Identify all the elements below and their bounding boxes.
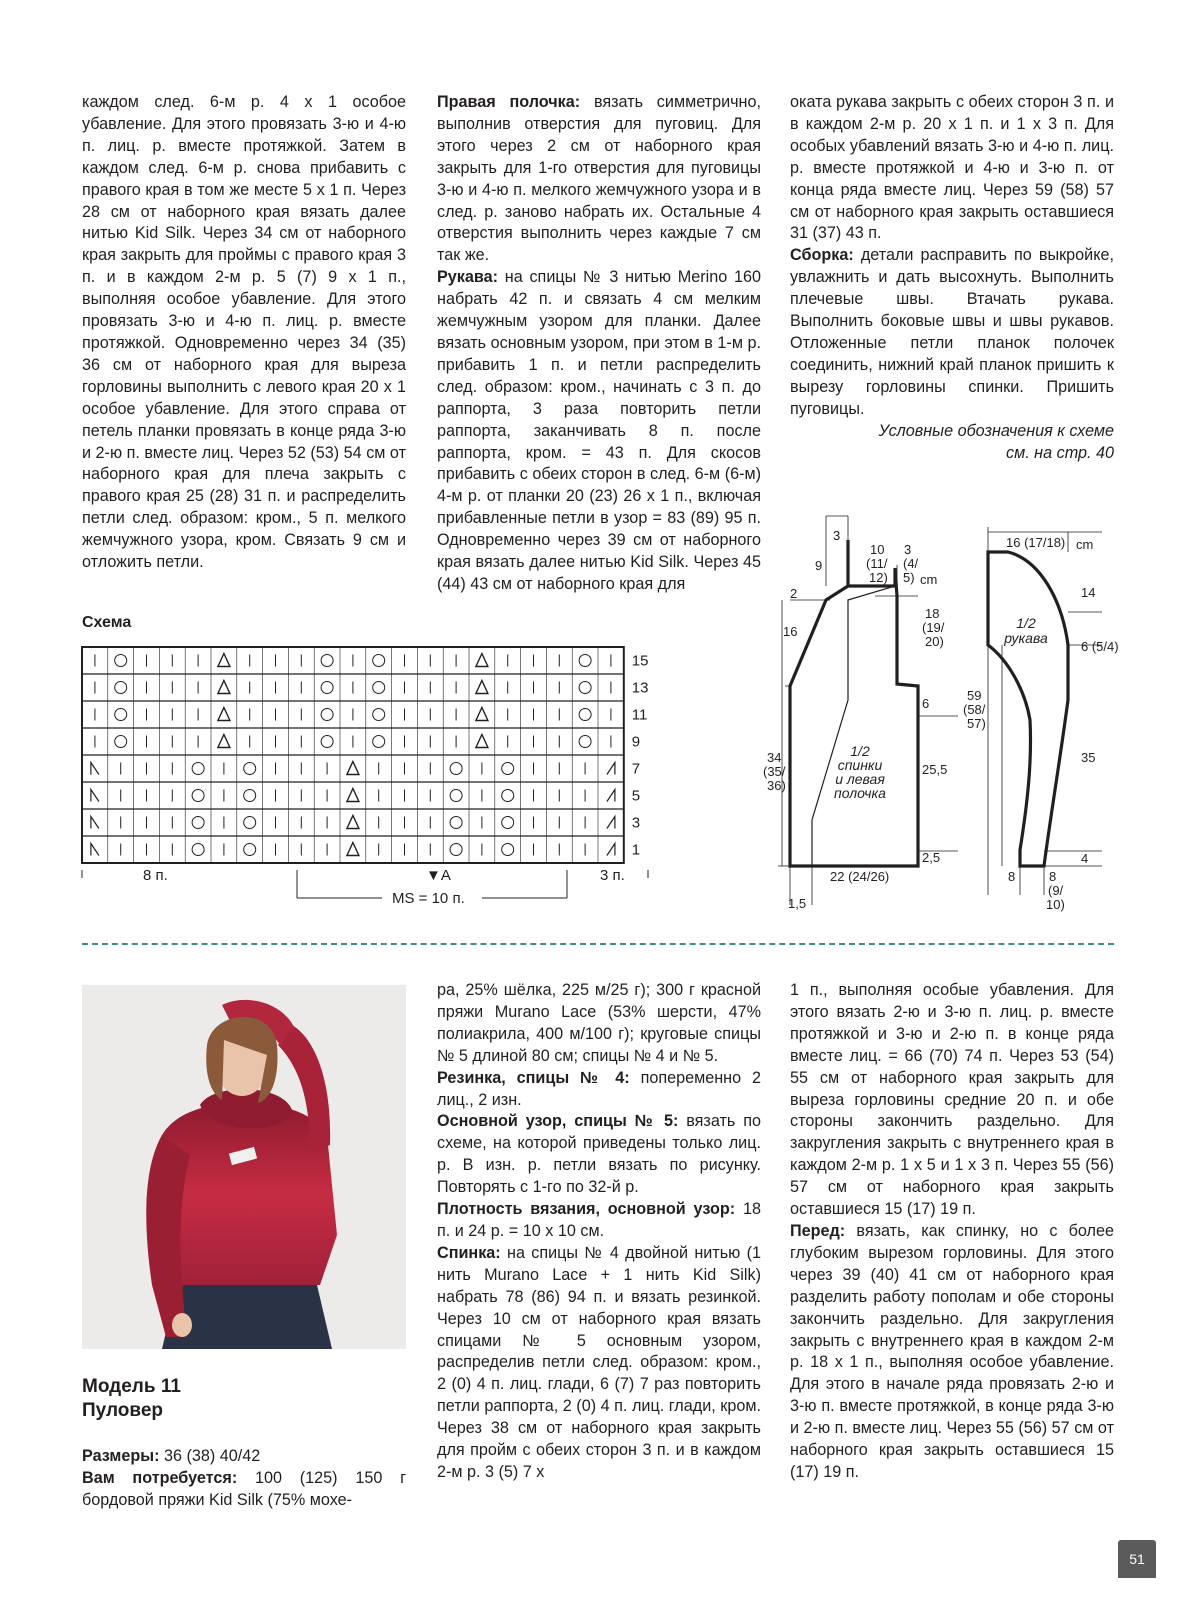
row-number: 3 [631, 814, 641, 832]
dim-19: (19/ [922, 620, 945, 635]
dim-20: 20) [925, 634, 944, 649]
sleeve-label-2: рукава [1004, 630, 1048, 646]
row-number: 9 [631, 733, 641, 751]
sleeve-outline [988, 552, 1068, 866]
paragraph [790, 1221, 1114, 1484]
paragraph: каждом след. 6-м р. 4 х 1 особое убавление. Для этого провязать 3-ю и 4-ю п. лиц. р. вместе протяжкой. Затем в каждом след. 6-м р. снова прибавить с правого края в том же месте 5 х 1 п. Через 28 см от наборного края вязать далее нитью Kid Silk. Через 34 см от наборного края закрыть для проймы с правого края 3 п. и в каждом 2-м р. 5 (7) 9 х 1 п., выполняя особое убавление. Для этого провязать 3-ю и 4-ю п. лиц. р. вместе протяжкой. Одновременно через 34 (35) 36 см от наборного края для выреза горловины выполнить с левого края 20 х 1 особое убавление. Для этого справа от петель планки провязать в конце ряда 3-ю и 2-ю п. вместе лиц. Через 52 (53) 54 см от наборного края для плеча закрыть с правого края 25 (28) 31 п. и распределить петли след. образом: кром., 5 п. мелкого жемчужного узора, кром. Связать 9 см и отложить петли. [82, 93, 406, 572]
dim-2: 2 [790, 586, 798, 601]
paragraph-heading: Спинка: [437, 1243, 501, 1262]
dim-22: 22 (24/26) [830, 869, 890, 884]
row-number: 15 [631, 652, 649, 670]
legend-note-line-1: Условные обозначения к схеме [878, 421, 1114, 440]
paragraph-heading: Резинка, спицы № 4: [437, 1068, 630, 1087]
dim-12: 12) [869, 570, 888, 585]
paragraph-heading: Плотность вязания, основной узор: [437, 1200, 736, 1219]
dim-18: 18 [925, 606, 940, 621]
sleeve-label-1: 1/2 [1016, 615, 1036, 631]
legend-note-line-2: см. на стр. 40 [1006, 443, 1114, 462]
repeat-label: MS = 10 п. [392, 890, 465, 907]
sleeve-dim-top: 16 (17/18) [1006, 535, 1066, 550]
sleeve-dim-6: 6 (5/4) [1081, 639, 1119, 654]
dim-5: 5) [903, 570, 915, 585]
paragraph-text: попеременно 2 лиц., 2 изн. [437, 1068, 761, 1109]
paragraph-heading: Правая полочка: [437, 93, 581, 111]
paragraph-text: на спицы № 4 двойной нитью (1 нить Murano Lace + 1 нить Kid Silk) набрать 78 (86) 94 п. и вязать резинкой. Через 10 см от наборного края вязать спицами № 5 основным узором, распределив петли след. образом: кром., 2 (0) 4 п. лиц. глади, 6 (7) 7 раз повторить петли раппорта, 2 (0) 4 п. лиц. глади, кром. Через 38 см от наборного края закрыть для пройм с обеих сторон 3 п. и в каждом 2-м р. 3 (5) 7 х [437, 1243, 761, 1481]
sleeve-dim-57: 57) [967, 716, 986, 731]
paragraph-heading: Перед: [790, 1221, 846, 1240]
model-photo [82, 985, 406, 1349]
materials-text: 100 (125) 150 г бордовой пряжи Kid Silk (75% мохе- [82, 1468, 406, 1509]
dim-2-5: 2,5 [922, 850, 941, 865]
right-stitch-count: 3 п. [600, 867, 625, 884]
dim-34: 34 [767, 750, 782, 765]
paragraph [437, 1111, 761, 1199]
body-label-3: и левая [835, 771, 885, 787]
paragraph: ра, 25% шёлка, 225 м/25 г); 300 г красной пряжи Murano Lace (53% шерсти, 47% полиакрила, 400 м/100 г); круговые спицы № 5 длиной 80 см; спицы № 4 и № 5. [437, 981, 761, 1065]
dim-3b: 3 [904, 542, 912, 557]
sleeve-dim-9: (9/ [1048, 883, 1064, 898]
dim-cm: cm [920, 572, 938, 587]
section-divider [82, 943, 1114, 945]
paragraph [437, 1068, 761, 1112]
sizes-heading: Размеры: [82, 1447, 160, 1465]
dim-6: 6 [922, 696, 930, 711]
row-number: 11 [631, 706, 648, 724]
paragraph-text: 18 п. и 24 р. = 10 х 10 см. [437, 1200, 761, 1240]
paragraph: оката рукава закрыть с обеих сторон 3 п. и в каждом 2-м р. 20 х 1 п. и 1 х 3 п. Для особых убавлений вязать 3-ю и 4-ю п. лиц. р. вместе протяжкой и 4-ю и 3-ю п. от конца ряда вместе лиц. Через 59 (58) 57 см от наборного края закрыть оставшиеся 31 (37) 43 п. [790, 93, 1114, 243]
sizes-and-materials [82, 1446, 406, 1512]
sleeve-dim-4: 4 [1081, 851, 1089, 866]
paragraph-heading: Основной узор, спицы № 5: [437, 1112, 679, 1131]
model-name: Пуловер [82, 1400, 164, 1421]
row-number: 1 [631, 841, 641, 859]
dim-35: (35/ [763, 764, 786, 779]
materials-heading: Вам потребуется: [82, 1468, 238, 1487]
sleeve-dim-14: 14 [1081, 585, 1096, 600]
scheme-title: Схема [82, 614, 132, 631]
body-label-4: полочка [834, 785, 886, 801]
paragraph-heading: Сборка: [790, 246, 854, 265]
dim-11: (11/ [866, 556, 888, 571]
row-number: 7 [631, 760, 641, 778]
paragraph [437, 1199, 761, 1243]
dim-10: 10 [870, 542, 885, 557]
text-column-4 [437, 980, 761, 1484]
paragraph-text: вязать по схеме, на которой приведены только лиц. р. В изн. р. петли вязать по рисунку. Повторять с 1-го по 32-й р. [437, 1112, 761, 1197]
paragraph-text: вязать симметрично, выполнив отверстия для пуговиц. Для этого через 2 см от наборного края закрыть для 1-го отверстия для пуговицы 3-ю и 4-ю п. мелкого жемчужного узора и в след. р. заново набрать их. Остальные 4 отверстия выполнить через каждые 7 см так же. [437, 93, 761, 265]
page-number: 51 [1118, 1540, 1156, 1578]
dim-3: 3 [833, 528, 841, 543]
text-column-5 [790, 980, 1114, 1484]
dim-25-5: 25,5 [922, 762, 948, 777]
dim-9: 9 [815, 558, 823, 573]
row-number: 13 [631, 679, 649, 697]
sleeve-dim-10: 10) [1046, 897, 1065, 912]
body-label-1: 1/2 [850, 743, 870, 759]
sleeve-dim-8a: 8 [1008, 869, 1016, 884]
model-title [82, 1375, 181, 1423]
body-label-2: спинки [837, 757, 883, 773]
paragraph [437, 1243, 761, 1484]
dim-16: 16 [783, 624, 798, 639]
start-marker: ▼A [426, 867, 451, 884]
paragraph-heading: Рукава: [437, 268, 499, 287]
paragraph-text: на спицы № 3 нитью Merino 160 набрать 42 п. и связать 4 см мелким жемчужным узором для планки. Далее вязать основным узором, при этом в 1-м р. прибавить 1 п. и петли распределить след. образом: кром., начинать с 3 п. до раппорта, 3 раза повторить петли раппорта, заканчивать 8 п. после раппорта, кром. = 43 п. Для скосов прибавить с обеих сторон в след. 6-м (6-м) 4-м р. от планки 20 (23) 26 х 1 п., включая прибавленные петли в узор = 83 (89) 95 п. Одновременно через 39 см от наборного края вязать далее нитью Kid Silk. Через 45 (44) 43 см от наборного края для [437, 268, 761, 593]
paragraph: 1 п., выполняя особые убавления. Для этого вязать 2-ю и 3-ю п. лиц. р. вместе протяжкой и 3-ю и 2-ю п. в конце ряда вместе лиц. = 66 (70) 74 п. Через 53 (54) 55 см от наборного края закрыть для выреза горловины средние 20 п. и обе стороны закончить раздельно. Для закругления закрыть с внутреннего края в каждом 2-м р. 1 х 5 и 1 х 3 п. Через 55 (56) 57 см от наборного края закрыть оставшиеся 15 (17) 19 п. [790, 981, 1114, 1219]
row-number: 5 [631, 787, 641, 805]
model-number: Модель 11 [82, 1376, 181, 1397]
sleeve-dim-35: 35 [1081, 750, 1096, 765]
sleeve-dim-59: 59 [967, 688, 982, 703]
dim-36: 36) [767, 778, 786, 793]
sizes-text: 36 (38) 40/42 [159, 1447, 261, 1465]
left-stitch-count: 8 п. [143, 867, 168, 884]
sleeve-dim-cm: cm [1076, 537, 1094, 552]
paragraph-text: детали расправить по выкройке, увлажнить и дать высохнуть. Выполнить плечевые швы. Втачать рукава. Выполнить боковые швы и швы рукавов. Отложенные петли планок полочек соединить, нижний край планок пришить к вырезу горловины спинки. Пришить пуговицы. [790, 246, 1114, 418]
sleeve-dim-8b: 8 [1049, 869, 1057, 884]
dim-1-5: 1,5 [788, 896, 807, 911]
photo-illustration [82, 985, 406, 1349]
sleeve-dim-58: (58/ [963, 702, 986, 717]
paragraph-text: вязать, как спинку, но с более глубоким вырезом горловины. Для этого через 39 (40) 41 см от наборного края разделить работу пополам и обе стороны закончить раздельно. Для закругления закрыть с внутреннего края в каждом 2-м р. 18 х 1 п., выполняя особое убавление. Для этого в начале ряда провязать 2-ю и 3-ю п. вместе протяжкой, в конце ряда 3-ю и 2-ю п. вместе лиц. Через 55 (56) 57 см от наборного края закрыть оставшиеся 15 (17) 19 п. [790, 1221, 1114, 1481]
dim-4: (4/ [903, 556, 919, 571]
